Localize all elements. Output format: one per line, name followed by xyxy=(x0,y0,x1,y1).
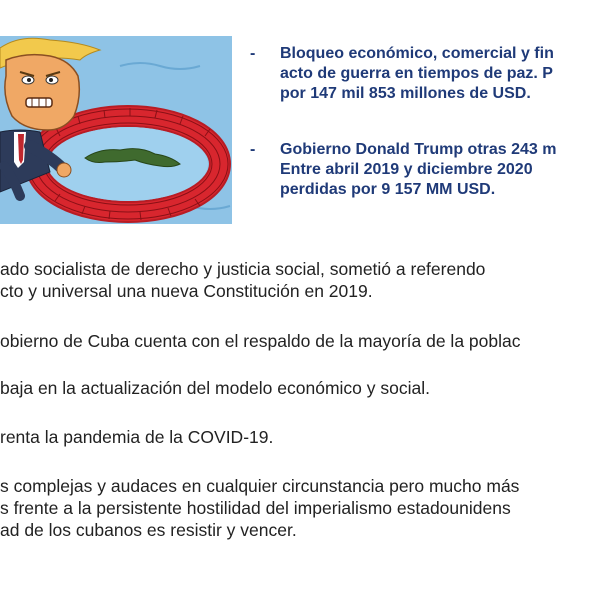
bullet-line: por 147 mil 853 millones de USD. xyxy=(280,85,531,102)
cartoon-svg xyxy=(0,36,232,224)
paragraph-line: renta la pandemia de la COVID-19. xyxy=(0,427,274,447)
paragraph-constitution xyxy=(0,258,600,302)
paragraph-line: ad de los cubanos es resistir y vencer. xyxy=(0,520,297,540)
paragraph-line: cto y universal una nueva Constitución en 2019. xyxy=(0,281,373,301)
bullet-line: Entre abril 2019 y diciembre 2020 xyxy=(280,161,533,178)
bullet-trump-government xyxy=(250,140,600,200)
paragraph-line: s complejas y audaces en cualquier circunstancia pero mucho más xyxy=(0,476,520,496)
bullet-dash: - xyxy=(250,45,256,62)
bullet-blockade xyxy=(250,44,600,104)
paragraph-line: obierno de Cuba cuenta con el respaldo de la mayoría de la poblac xyxy=(0,331,521,351)
bullet-line: Bloqueo económico, comercial y fin xyxy=(280,45,554,62)
paragraph-line: ado socialista de derecho y justicia social, sometió a referendo xyxy=(0,259,486,279)
paragraph-resist-and-win xyxy=(0,475,600,541)
cartoon-illustration xyxy=(0,36,232,224)
bullet-line: perdidas por 9 157 MM USD. xyxy=(280,181,496,198)
paragraph-line: baja en la actualización del modelo económico y social. xyxy=(0,378,430,398)
paragraph-economic-model xyxy=(0,377,600,399)
paragraph-line: s frente a la persistente hostilidad del imperialismo estadounidens xyxy=(0,498,511,518)
bullet-dash: - xyxy=(250,141,256,158)
paragraph-government-support xyxy=(0,330,600,352)
paragraph-covid xyxy=(0,426,600,448)
bullet-line: acto de guerra en tiempos de paz. P xyxy=(280,65,553,82)
bullet-line: Gobierno Donald Trump otras 243 m xyxy=(280,141,557,158)
